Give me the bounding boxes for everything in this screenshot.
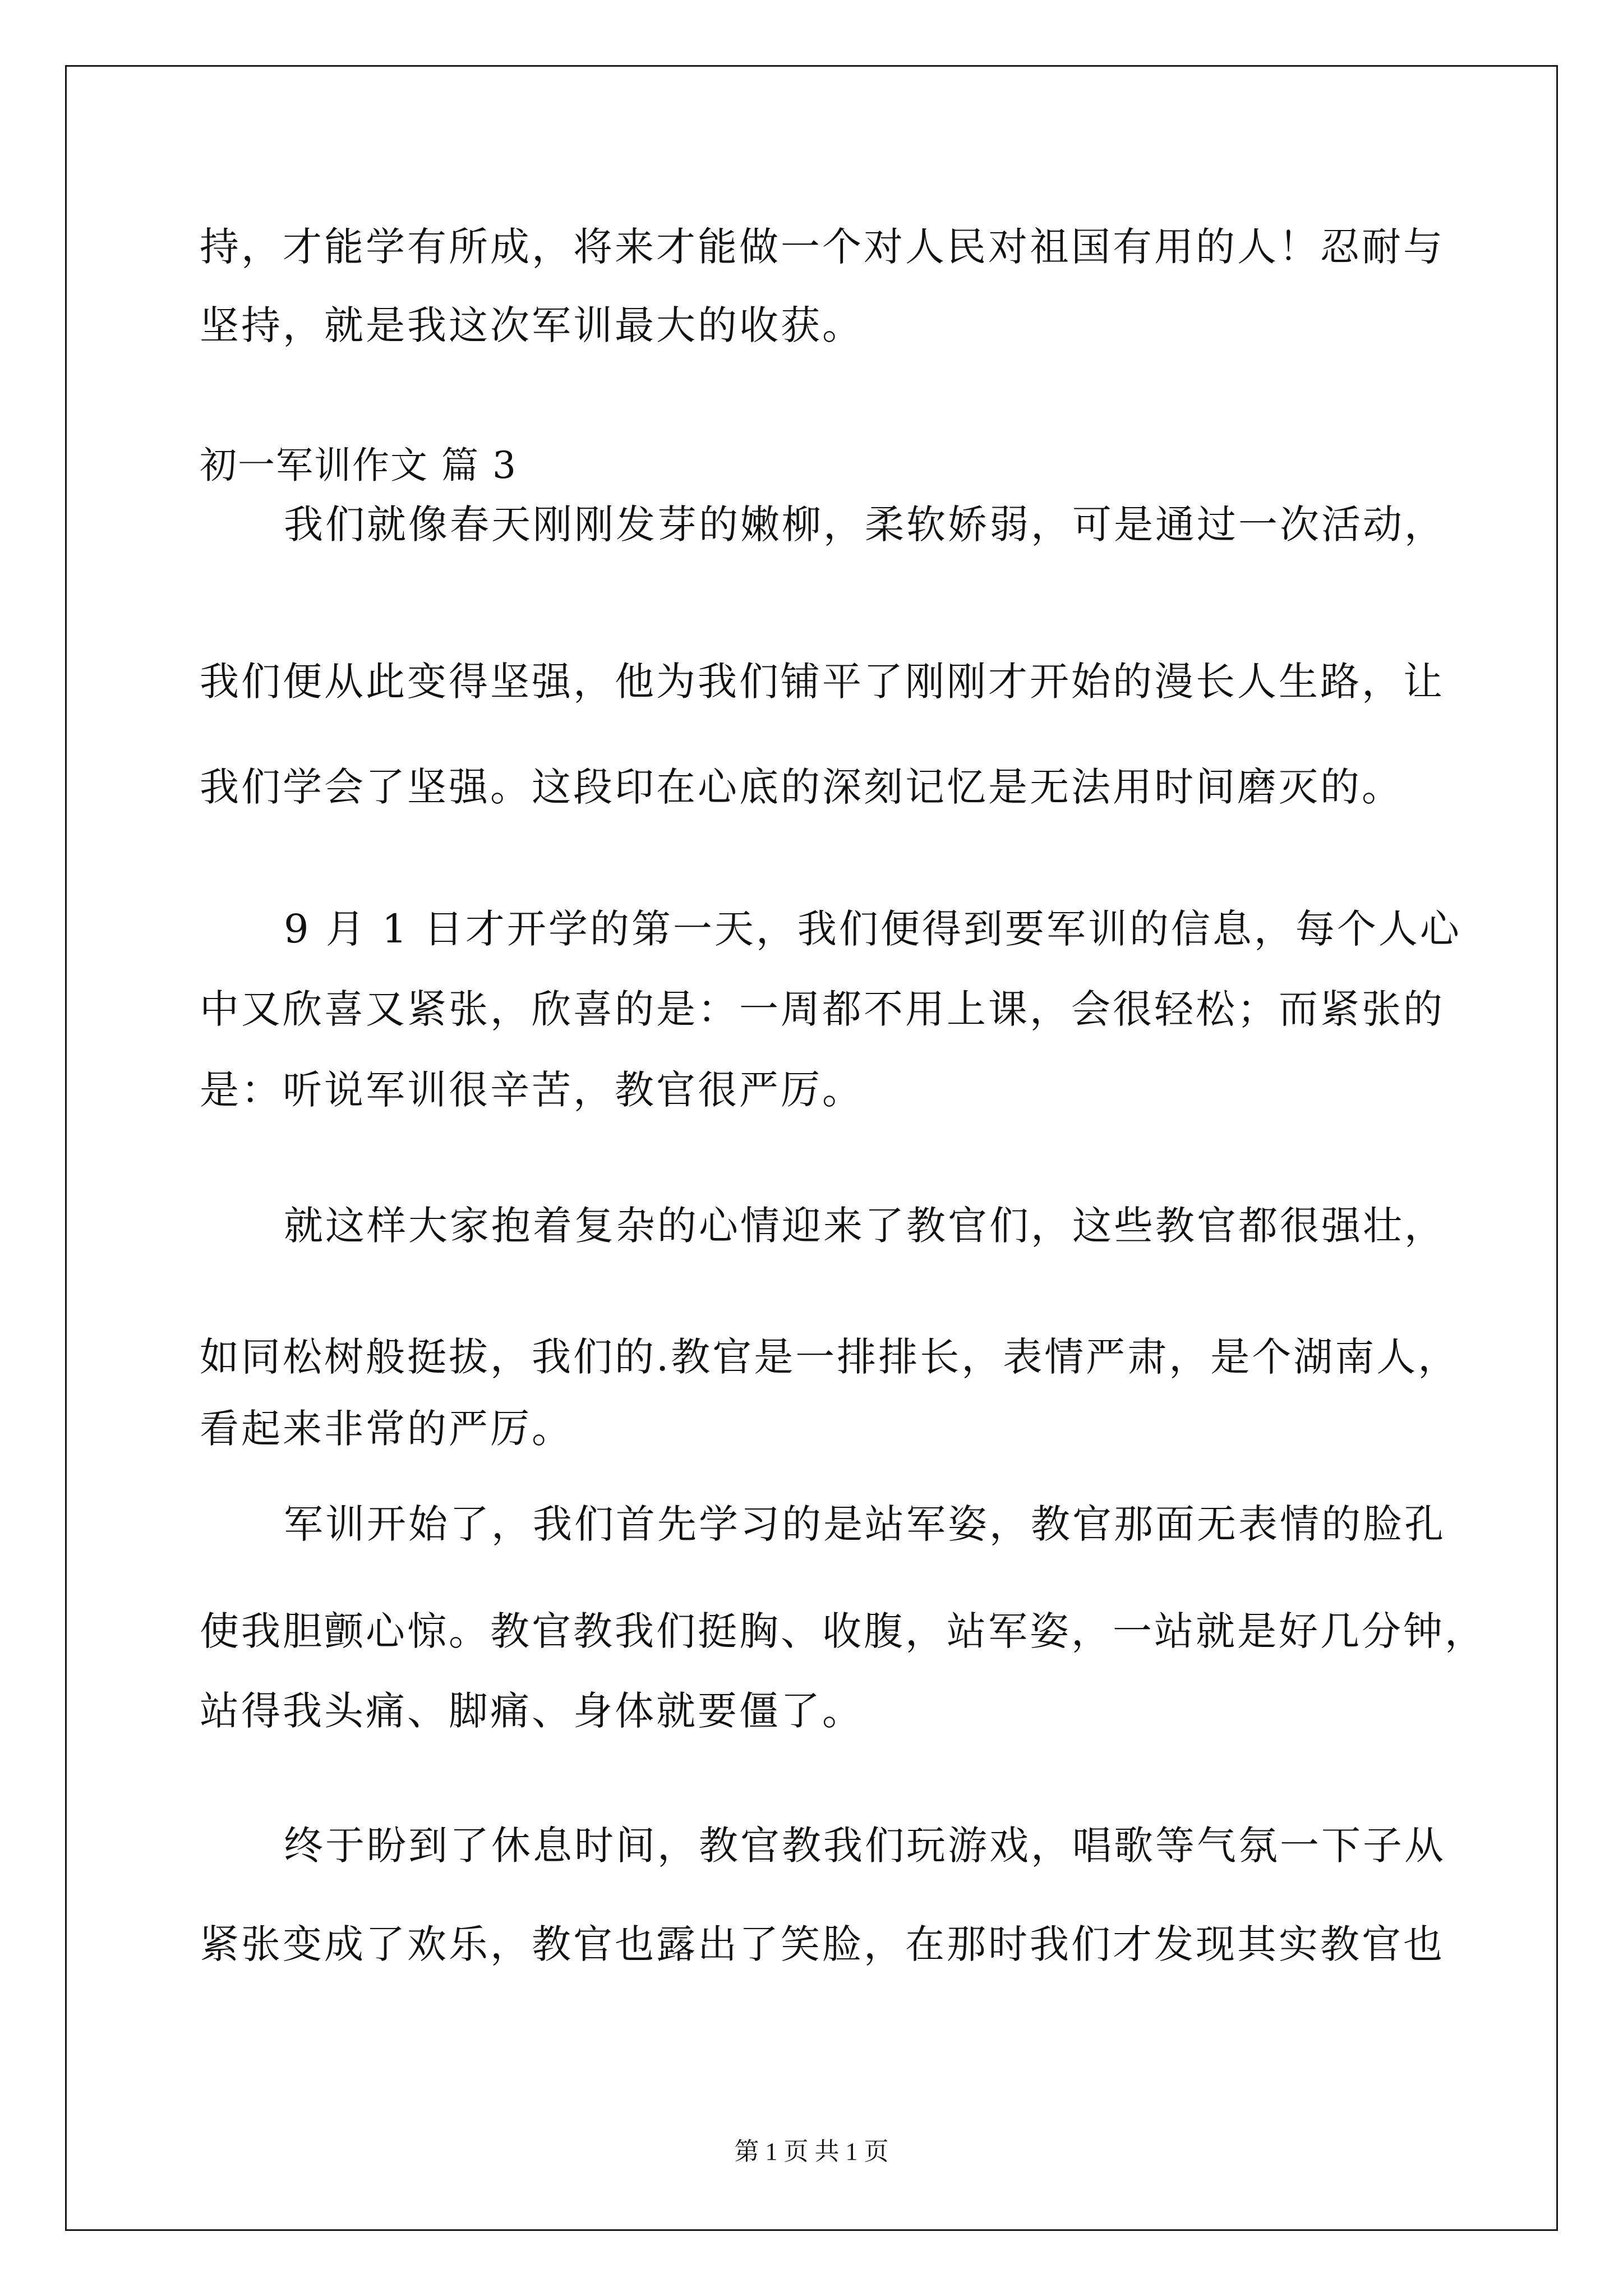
text-line: 站得我头痛、脚痛、身体就要僵了。 xyxy=(200,1688,864,1734)
page-border xyxy=(65,65,1558,2231)
text-line: 就这样大家抱着复杂的心情迎来了教官们，这些教官都很强壮， xyxy=(284,1203,1446,1249)
page-number-footer: 第 1 页 共 1 页 xyxy=(734,2138,889,2165)
text-line: 坚持，就是我这次军训最大的收获。 xyxy=(200,302,864,348)
section-heading: 初一军训作文 篇 3 xyxy=(200,444,517,487)
text-line: 是：听说军训很辛苦，教官很严厉。 xyxy=(200,1067,864,1113)
text-line: 看起来非常的严厉。 xyxy=(200,1406,573,1452)
text-line: 终于盼到了休息时间，教官教我们玩游戏，唱歌等气氛一下子从 xyxy=(284,1823,1446,1869)
text-line: 紧张变成了欢乐，教官也露出了笑脸，在那时我们才发现其实教官也 xyxy=(200,1921,1445,1967)
text-line: 我们就像春天刚刚发芽的嫩柳，柔软娇弱，可是通过一次活动， xyxy=(284,501,1446,547)
text-line: 中又欣喜又紧张，欣喜的是：一周都不用上课，会很轻松；而紧张的 xyxy=(200,986,1445,1032)
text-line: 我们便从此变得坚强，他为我们铺平了刚刚才开始的漫长人生路，让 xyxy=(200,659,1445,705)
text-line: 军训开始了，我们首先学习的是站军姿，教官那面无表情的脸孔 xyxy=(284,1501,1446,1547)
text-line: 9 月 1 日才开学的第一天，我们便得到要军训的信息，每个人心 xyxy=(284,906,1461,952)
text-line: 使我胆颤心惊。教官教我们挺胸、收腹，站军姿，一站就是好几分钟， xyxy=(200,1608,1486,1654)
text-line: 持，才能学有所成，将来才能做一个对人民对祖国有用的人！忍耐与 xyxy=(200,224,1445,270)
text-line: 如同松树般挺拔，我们的.教官是一排排长，表情严肃，是个湖南人， xyxy=(200,1334,1460,1380)
text-line: 我们学会了坚强。这段印在心底的深刻记忆是无法用时间磨灭的。 xyxy=(200,764,1403,810)
